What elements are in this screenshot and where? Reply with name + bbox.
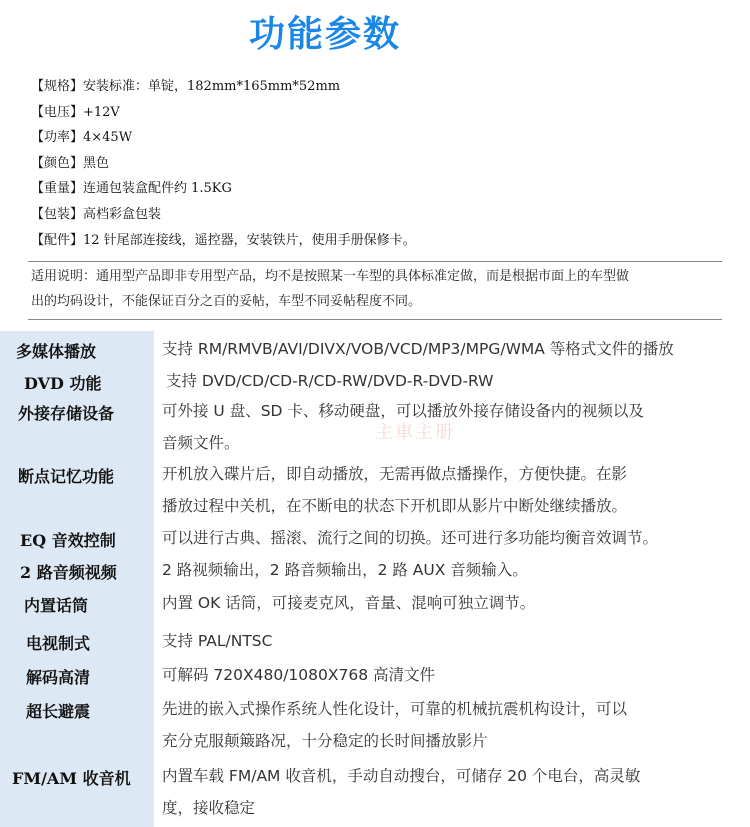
feature-desc: [162, 458, 750, 522]
feature-desc-line: 播放过程中关机，在不断电的状态下开机即从影片中断处继续播放。: [162, 497, 628, 515]
feature-label: FM/AM 收音机: [12, 769, 131, 788]
note-line-1: 适用说明：通用型产品即非专用型产品，均不是按照某一车型的具体标准定做，而是根据市面上的车型做: [31, 269, 630, 284]
feature-desc: [162, 333, 750, 365]
feature-desc-line: 度，接收稳定: [162, 799, 256, 817]
feature-label: 多媒体播放: [16, 342, 97, 361]
feature-desc-line: 内置 OK 话筒，可接麦克风，音量、混响可独立调节。: [162, 594, 536, 612]
feature-desc: [166, 365, 750, 397]
feature-label: 解码高清: [26, 668, 91, 687]
feature-label: 电视制式: [26, 634, 91, 653]
feature-desc-line: 支持 PAL/NTSC: [162, 632, 273, 650]
spec-weight: 【重量】连通包装盒配件约 1.5KG: [31, 181, 232, 197]
feature-desc-line: 音频文件。: [162, 434, 240, 452]
spec-list: [31, 74, 416, 253]
feature-desc: [162, 625, 750, 657]
spec-color: 【颜色】黑色: [31, 155, 110, 171]
feature-label: 超长避震: [26, 702, 91, 721]
feature-desc: [162, 587, 750, 619]
feature-label: 断点记忆功能: [18, 467, 115, 486]
feature-desc: [162, 554, 750, 586]
feature-desc: [162, 522, 750, 554]
feature-desc-line: 充分克服颠簸路况，十分稳定的长时间播放影片: [162, 732, 488, 750]
feature-desc: [162, 760, 750, 824]
feature-label: 外接存储设备: [18, 404, 115, 423]
spec-power: 【功率】4×45W: [31, 130, 133, 146]
feature-label: 内置话筒: [24, 596, 89, 615]
feature-desc-line: 可外接 U 盘、SD 卡、移动硬盘，可以播放外接存储设备内的视频以及: [162, 402, 644, 420]
applicability-note: [31, 264, 721, 314]
note-bottom-divider: [28, 319, 722, 320]
feature-desc-line: 先进的嵌入式操作系统人性化设计，可靠的机械抗震机构设计，可以: [162, 700, 628, 718]
watermark: 主車主册: [375, 422, 455, 443]
feature-desc: [162, 395, 750, 459]
feature-desc-line: 支持 DVD/CD/CD-R/CD-RW/DVD-R-DVD-RW: [166, 372, 494, 390]
spec-packaging: 【包装】高档彩盒包装: [31, 206, 162, 222]
feature-desc-line: 可解码 720X480/1080X768 高清文件: [162, 666, 436, 684]
spec-accessories: 【配件】12 针尾部连接线，遥控器，安装铁片，使用手册保修卡。: [31, 232, 416, 248]
feature-desc: [162, 659, 750, 691]
feature-desc-line: 支持 RM/RMVB/AVI/DIVX/VOB/VCD/MP3/MPG/WMA 等格式文件的播放: [162, 340, 674, 358]
note-top-divider: [28, 261, 722, 262]
feature-desc-line: 内置车载 FM/AM 收音机，手动自动搜台，可储存 20 个电台，高灵敏: [162, 767, 641, 785]
feature-label: EQ 音效控制: [20, 531, 116, 550]
feature-label: 2 路音频视频: [20, 563, 117, 582]
feature-label: DVD 功能: [24, 374, 102, 393]
spec-voltage: 【电压】+12V: [31, 104, 120, 120]
page-title: 功能参数: [248, 14, 401, 55]
feature-desc-line: 2 路视频输出，2 路音频输出，2 路 AUX 音频输入。: [162, 561, 528, 579]
feature-desc-line: 开机放入碟片后，即自动播放，无需再做点播操作，方便快捷。在影: [162, 465, 628, 483]
spec-size: 【规格】安装标准：单锭，182mm*165mm*52mm: [31, 79, 341, 94]
feature-desc: [162, 693, 750, 757]
feature-desc-line: 可以进行古典、摇滚、流行之间的切换。还可进行多功能均衡音效调节。: [162, 529, 659, 547]
note-line-2: 出的均码设计，不能保证百分之百的妥帖，车型不同妥帖程度不同。: [31, 294, 422, 309]
